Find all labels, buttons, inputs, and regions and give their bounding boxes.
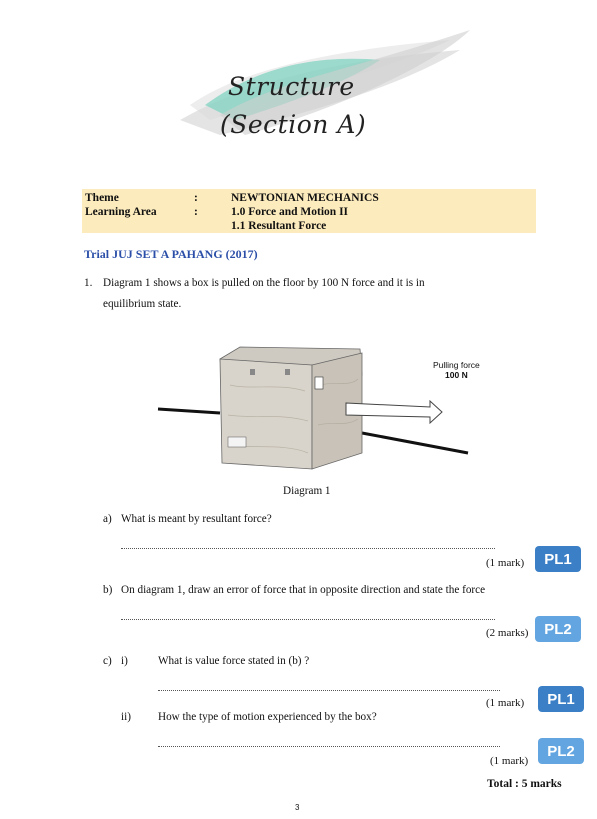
part-cii-mark: (1 mark) [490, 755, 529, 767]
part-a-answer-line[interactable] [121, 548, 495, 549]
question-line-2: equilibrium state. [103, 298, 182, 310]
part-a-text: What is meant by resultant force? [121, 513, 272, 525]
banner-title-line1: Structure [228, 72, 355, 101]
pulling-force-label [433, 360, 480, 380]
total-marks: Total : 5 marks [487, 778, 562, 790]
learning-area-value-1: 1.0 Force and Motion II [231, 206, 349, 218]
area-colon: : [194, 206, 198, 218]
part-b-label: b) [103, 584, 113, 596]
diagram-1 [150, 335, 480, 475]
section-banner [150, 10, 480, 180]
part-b-answer-line[interactable] [121, 619, 495, 620]
part-ci-badge: PL1 [538, 686, 584, 712]
diagram-caption: Diagram 1 [283, 485, 331, 497]
pulling-force-text: Pulling force [433, 360, 480, 370]
part-a-mark: (1 mark) [486, 557, 525, 569]
part-cii-label: ii) [121, 711, 131, 723]
theme-label: Theme [85, 192, 119, 204]
part-a-label: a) [103, 513, 112, 525]
part-a-badge: PL1 [535, 546, 581, 572]
part-c-label: c) [103, 655, 112, 667]
part-ci-text: What is value force stated in (b) ? [158, 655, 310, 667]
part-b-text: On diagram 1, draw an error of force that in opposite direction and state the force [121, 584, 486, 596]
part-ci-label: i) [121, 655, 128, 667]
part-b-badge: PL2 [535, 616, 581, 642]
box-force-illustration [150, 335, 480, 475]
source-title: Trial JUJ SET A PAHANG (2017) [84, 247, 258, 261]
part-cii-answer-line[interactable] [158, 746, 500, 747]
question-line-1: Diagram 1 shows a box is pulled on the floor by 100 N force and it is in [103, 277, 425, 289]
page-number: 3 [295, 803, 300, 812]
theme-value: NEWTONIAN MECHANICS [231, 192, 379, 204]
part-ci-mark: (1 mark) [486, 697, 525, 709]
learning-area-label: Learning Area [85, 206, 157, 218]
part-ci-answer-line[interactable] [158, 690, 500, 691]
learning-area-value-2: 1.1 Resultant Force [231, 220, 327, 232]
part-cii-badge: PL2 [538, 738, 584, 764]
pulling-force-value: 100 N [445, 370, 468, 380]
part-cii-text: How the type of motion experienced by the box? [158, 711, 377, 723]
question-number: 1. [84, 277, 93, 289]
theme-colon: : [194, 192, 198, 204]
topic-info-box [82, 189, 536, 233]
banner-title-line2: (Section A) [220, 110, 367, 139]
part-b-mark: (2 marks) [486, 627, 529, 639]
